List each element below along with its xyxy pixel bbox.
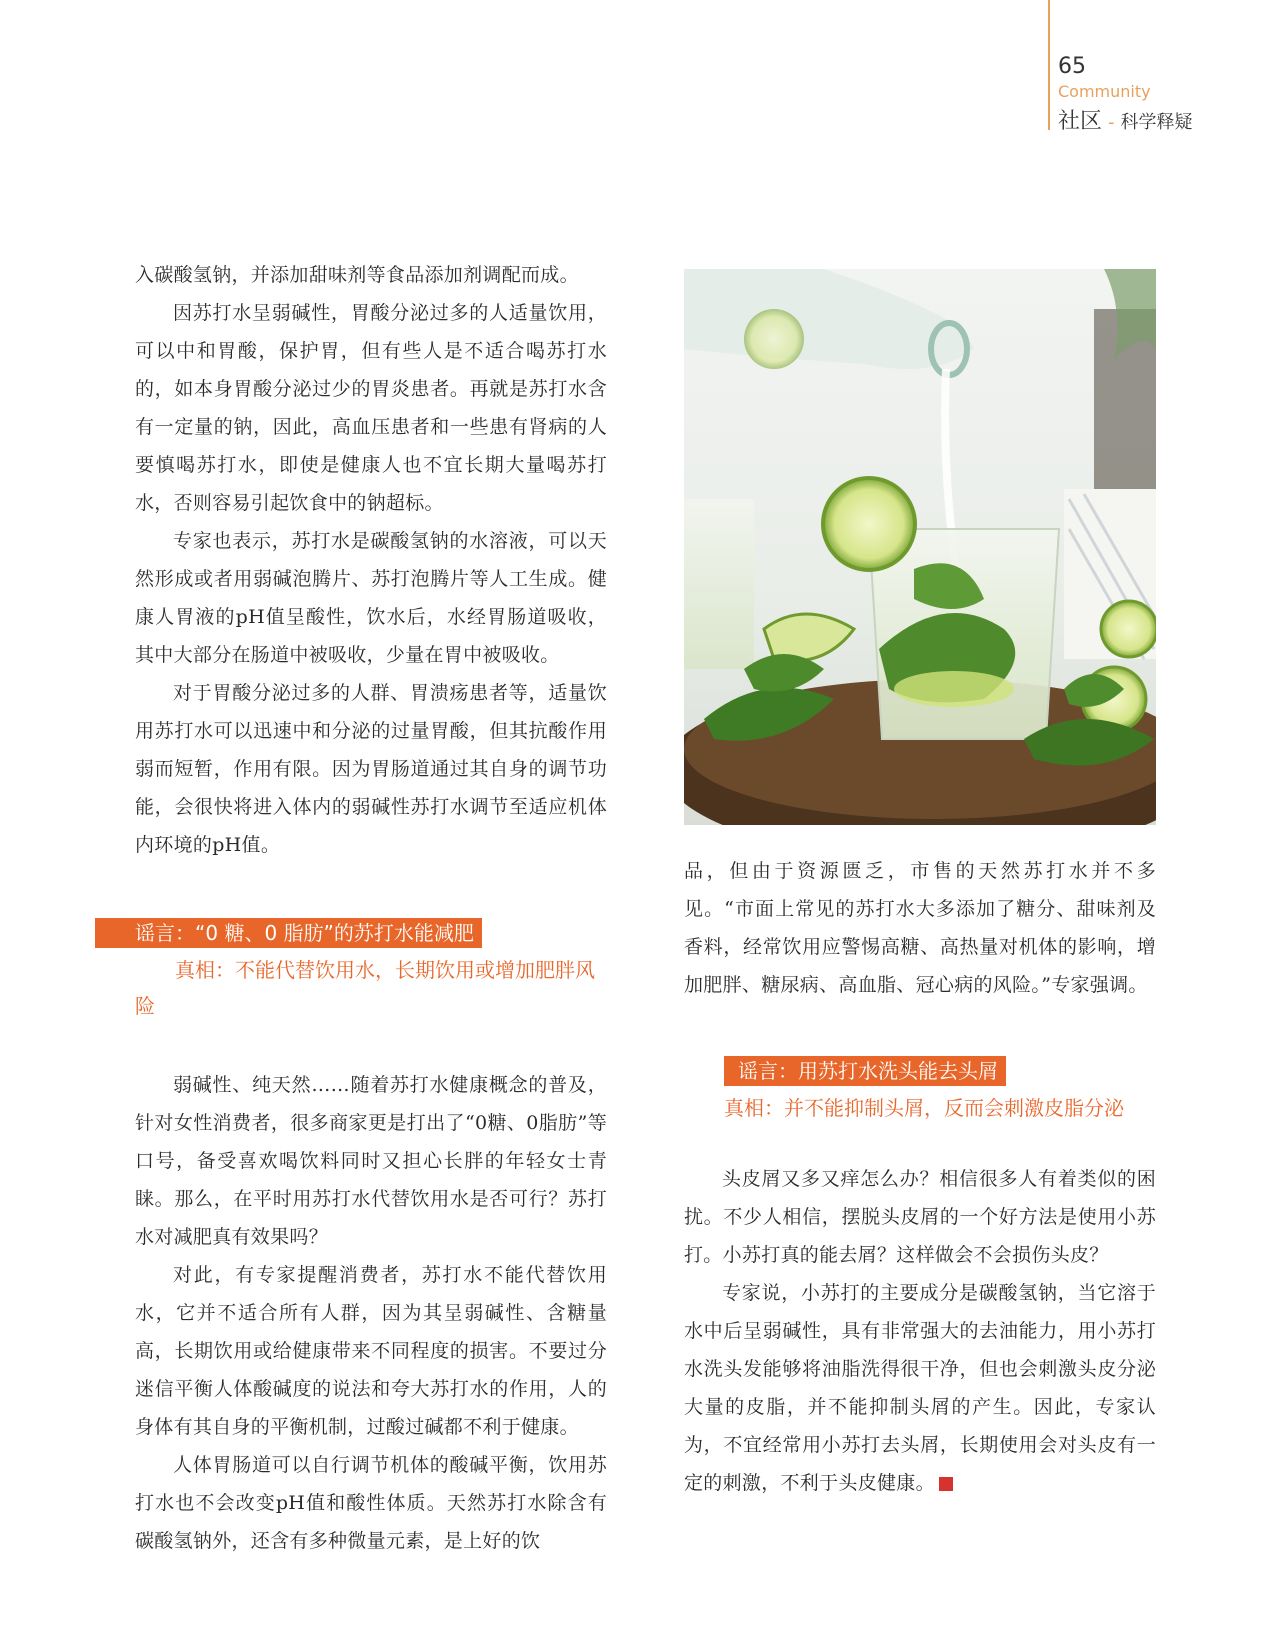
paragraph: 品，但由于资源匮乏，市售的天然苏打水并不多见。“市面上常见的苏打水大多添加了糖分、甜味剂及香料，经常饮用应警惕高糖、高热量对机体的影响，增加肥胖、糖尿病、高血脂、冠心病的风险。”专家强调。 <box>684 860 1156 996</box>
paragraph: 入碳酸氢钠，并添加甜味剂等食品添加剂调配而成。 <box>135 264 579 286</box>
section-title <box>1058 104 1193 135</box>
right-column <box>684 852 1156 1502</box>
section-english: Community <box>1058 82 1151 101</box>
rumor-heading-2 <box>684 1056 1156 1086</box>
rumor-heading-1 <box>135 918 607 948</box>
truth-label: 真相：并不能抑制头屑，反而会刺激皮脂分泌 <box>724 1096 1124 1120</box>
paragraph: 对此，有专家提醒消费者，苏打水不能代替饮用水，它并不适合所有人群，因为其呈弱碱性、含糖量高，长期饮用或给健康带来不同程度的损害。不要过分迷信平衡人体酸碱度的说法和夸大苏打水的作用，人的身体有其自身的平衡机制，过酸过碱都不利于健康。 <box>135 1264 607 1438</box>
paragraph: 专家也表示，苏打水是碳酸氢钠的水溶液，可以天然形成或者用弱碱泡腾片、苏打泡腾片等人工生成。健康人胃液的pH值呈酸性，饮水后，水经胃肠道吸收，其中大部分在肠道中被吸收，少量在胃中被吸收。 <box>135 530 607 666</box>
paragraph-with-end-mark <box>684 1274 1156 1502</box>
end-mark-icon: S <box>939 1477 953 1491</box>
section-separator: - <box>1108 112 1115 133</box>
truth-label: 真相：不能代替饮用水，长期饮用或增加肥胖风险 <box>135 958 595 1018</box>
soda-water-photo <box>684 269 1156 825</box>
paragraph-text: 专家说，小苏打的主要成分是碳酸氢钠，当它溶于水中后呈弱碱性，具有非常强大的去油能力，用小苏打水洗头发能够将油脂洗得很干净，但也会刺激头皮分泌大量的皮脂，并不能抑制头屑的产生。因此，专家认为，不宜经常用小苏打去头屑，长期使用会对头皮有一定的刺激，不利于头皮健康。 <box>684 1282 1156 1494</box>
truth-heading-2 <box>684 1090 1156 1126</box>
rumor-label: 谣言：“0 糖、0 脂肪”的苏打水能减肥 <box>95 918 482 948</box>
section-chinese: 社区 <box>1058 109 1103 134</box>
paragraph: 因苏打水呈弱碱性，胃酸分泌过多的人适量饮用，可以中和胃酸，保护胃，但有些人是不适合喝苏打水的，如本身胃酸分泌过少的胃炎患者。再就是苏打水含有一定量的钠，因此，高血压患者和一些患有肾病的人要慎喝苏打水，即使是健康人也不宜长期大量喝苏打水，否则容易引起饮食中的钠超标。 <box>135 302 607 514</box>
rumor-label: 谣言：用苏打水洗头能去头屑 <box>724 1056 1006 1086</box>
photo-illustration <box>684 269 1156 825</box>
paragraph: 弱碱性、纯天然……随着苏打水健康概念的普及，针对女性消费者，很多商家更是打出了“0糖、0脂肪”等口号，备受喜欢喝饮料同时又担心长胖的年轻女士青睐。那么，在平时用苏打水代替饮用水是否可行？苏打水对减肥真有效果吗？ <box>135 1074 607 1248</box>
subsection-title: 科学释疑 <box>1120 112 1193 133</box>
paragraph: 对于胃酸分泌过多的人群、胃溃疡患者等，适量饮用苏打水可以迅速中和分泌的过量胃酸，但其抗酸作用弱而短暂，作用有限。因为胃肠道通过其自身的调节功能，会很快将进入体内的弱碱性苏打水调节至适应机体内环境的pH值。 <box>135 682 607 856</box>
paragraph: 头皮屑又多又痒怎么办？相信很多人有着类似的困扰。不少人相信，摆脱头皮屑的一个好方法是使用小苏打。小苏打真的能去屑？这样做会不会损伤头皮？ <box>684 1168 1156 1266</box>
truth-heading-1 <box>135 952 607 1024</box>
paragraph: 人体胃肠道可以自行调节机体的酸碱平衡，饮用苏打水也不会改变pH值和酸性体质。天然苏打水除含有碳酸氢钠外，还含有多种微量元素，是上好的饮 <box>135 1454 607 1552</box>
left-column <box>135 256 607 1560</box>
header-divider-line <box>1048 0 1050 130</box>
page-number: 65 <box>1058 54 1086 79</box>
